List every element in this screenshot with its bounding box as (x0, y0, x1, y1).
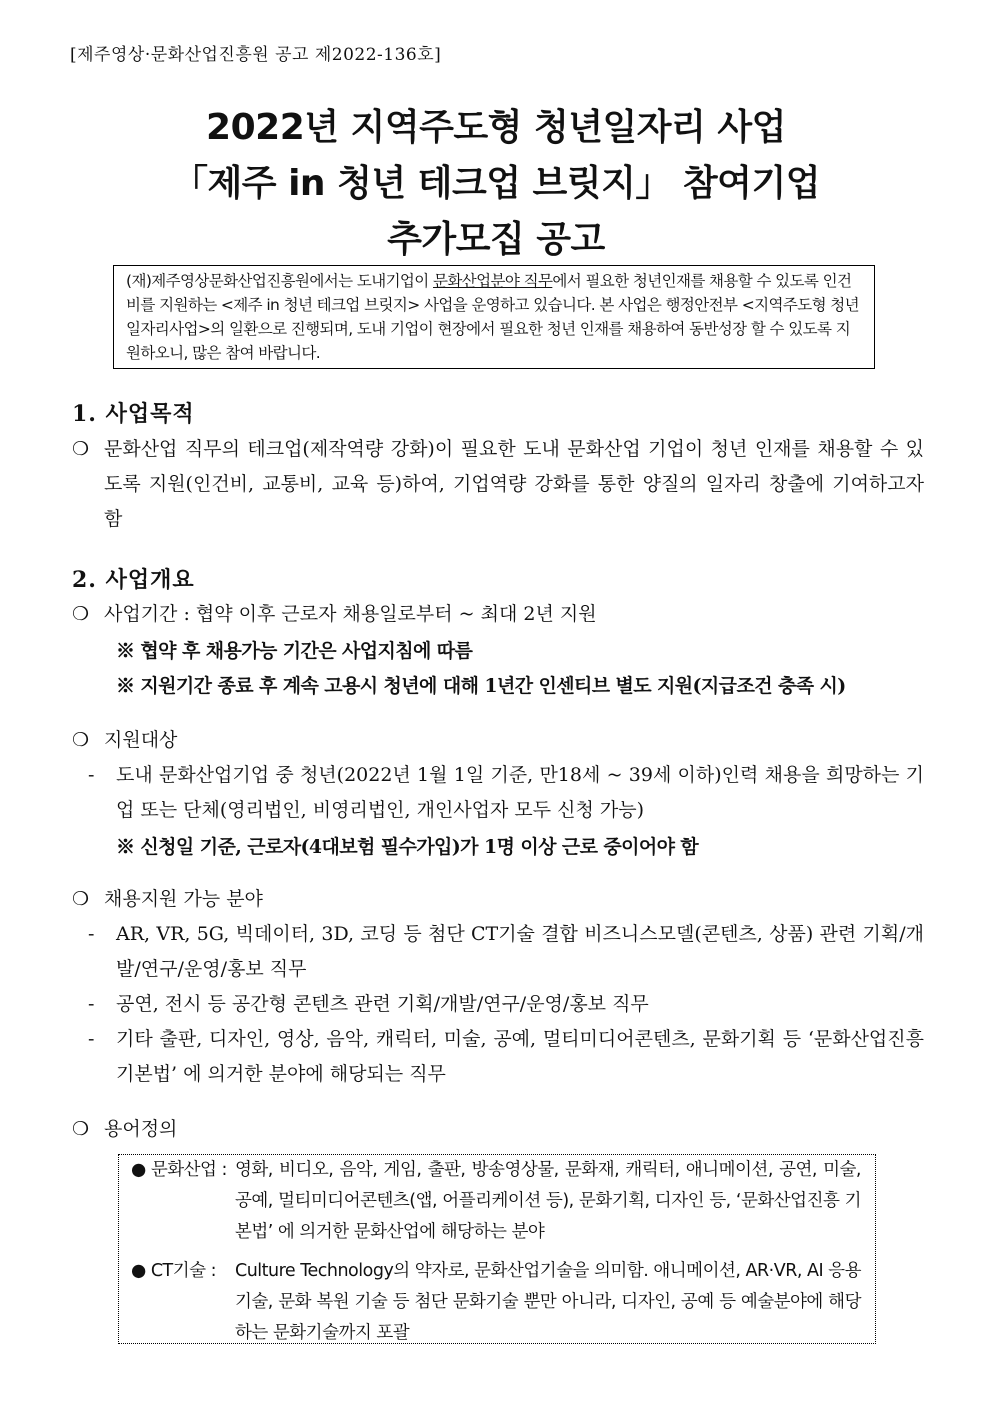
definition-item (131, 1155, 861, 1248)
dash-marker: - (88, 1028, 95, 1050)
definition-text: 영화, 비디오, 음악, 게임, 출판, 방송영상물, 문화재, 캐릭터, 애니메이션, 공연, 미술, 공예, 멀티미디어콘텐츠(앱, 어플리케이션 등), 문화기획, 디자인 등, ‘문화산업진흥 기본법’ 에 의거한 문화산업에 해당하는 분야 (235, 1160, 861, 1242)
target-note: ※ 신청일 기준, 근로자(4대보험 필수가입)가 1명 이상 근로 중이어야 함 (116, 836, 699, 858)
title-line-2: 「제주 in 청년 테크업 브릿지」 참여기업 (172, 163, 820, 204)
field-text: 공연, 전시 등 공간형 콘텐츠 관련 기획/개발/연구/운영/홍보 직무 (116, 993, 649, 1015)
target-text: 도내 문화산업기업 중 청년(2022년 1월 1일 기준, 만18세 ~ 39세 이하)인력 채용을 희망하는 기업 또는 단체(영리법인, 비영리법인, 개인사업자 모두 신청 가능) (116, 764, 924, 821)
intro-underlined-text: 문화산업분야 직무 (433, 272, 553, 290)
intro-box (113, 265, 875, 369)
target-label: 지원대상 (104, 729, 178, 751)
intro-text-2: 에서 필요한 청년인재를 채용할 수 있도록 인건비를 지원하는 <제주 in 청년 테크업 브릿지> 사업을 운영하고 있습니다. 본 사업은 행정안전부 <지역주도형 청년일자리사업>의 일환으로 진행되며, 도내 기업이 현장에서 필요한 청년 인재를 채용하여 동반성장 할 수 있도록 지원하오니, 많은 참여 바랍니다. (126, 272, 860, 362)
section-1-heading: 1. 사업목적 (72, 401, 195, 427)
circle-bullet-icon: ❍ (72, 603, 90, 625)
title-line-3: 추가모집 공고 (387, 219, 605, 260)
section-2-heading: 2. 사업개요 (72, 567, 195, 593)
title-line-1: 2022년 지역주도형 청년일자리 사업 (206, 107, 786, 148)
notice-number: [제주영상·문화산업진흥원 공고 제2022-136호] (70, 45, 442, 65)
target-item (72, 723, 924, 758)
terms-label: 용어정의 (104, 1118, 178, 1140)
section-1-text: 문화산업 직무의 테크업(제작역량 강화)이 필요한 도내 문화산업 기업이 청년 인재를 채용할 수 있도록 지원(인건비, 교통비, 교육 등)하여, 기업역량 강화를 통한 양질의 일자리 창출에 기여하고자 함 (104, 438, 924, 530)
page-title (0, 100, 992, 268)
field-item (88, 1022, 924, 1092)
definitions-box (118, 1154, 876, 1344)
field-text: AR, VR, 5G, 빅데이터, 3D, 코딩 등 첨단 CT기술 결합 비즈니스모델(콘텐츠, 상품) 관련 기획/개발/연구/운영/홍보 직무 (116, 923, 924, 980)
circle-bullet-icon: ❍ (72, 888, 90, 910)
definition-term: ● CT기술 : (131, 1261, 217, 1281)
dash-marker: - (88, 923, 95, 945)
field-item (88, 917, 924, 987)
definition-text: Culture Technology의 약자로, 문화산업기술을 의미함. 애니메이션, AR·VR, AI 응용기술, 문화 복원 기술 등 첨단 문화기술 뿐만 아니라, 디자인, 공예 등 예술분야에 해당하는 문화기술까지 포괄 (235, 1261, 861, 1343)
period-note-1: ※ 협약 후 채용가능 기간은 사업지침에 따름 (116, 640, 473, 662)
field-text: 기타 출판, 디자인, 영상, 음악, 캐릭터, 미술, 공예, 멀티미디어콘텐츠, 문화기획 등 ‘문화산업진흥기본법’ 에 의거한 분야에 해당되는 직무 (116, 1028, 924, 1085)
definition-item (131, 1256, 861, 1349)
section-1-purpose (72, 432, 924, 537)
period-note-2: ※ 지원기간 종료 후 계속 고용시 청년에 대해 1년간 인센티브 별도 지원(지급조건 충족 시) (116, 675, 846, 697)
circle-bullet-icon: ❍ (72, 438, 90, 460)
target-detail (88, 758, 924, 828)
dash-marker: - (88, 993, 95, 1015)
circle-bullet-icon: ❍ (72, 1118, 90, 1140)
period-item (72, 597, 924, 632)
circle-bullet-icon: ❍ (72, 729, 90, 751)
fields-label: 채용지원 가능 분야 (104, 888, 263, 910)
dash-marker: - (88, 764, 95, 786)
period-text: 사업기간 : 협약 이후 근로자 채용일로부터 ~ 최대 2년 지원 (104, 603, 597, 625)
field-item (88, 987, 924, 1022)
terms-item (72, 1112, 924, 1147)
definition-term: ● 문화산업 : (131, 1160, 227, 1180)
fields-item (72, 882, 924, 917)
intro-text-1: (재)제주영상문화산업진흥원에서는 도내기업이 (126, 272, 434, 290)
